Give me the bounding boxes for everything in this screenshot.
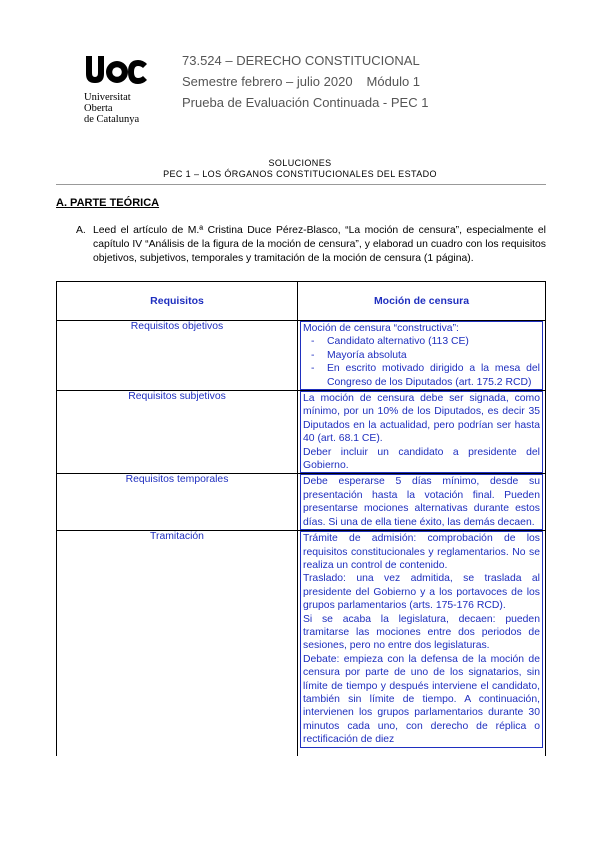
table-row <box>57 474 546 531</box>
table-row <box>57 391 546 474</box>
semester: Semestre febrero – julio 2020 <box>182 74 353 89</box>
row-content: Trámite de admisión: comprobación de los requisitos constitucionales y reglamentarios. No se realiza un control de contenido. Traslado: una vez admitida, se traslada al presidente del Gobierno y a los portavoces de los grupos parlamentarios (arts. 175-176 RCD). Si se acaba la legislatura, decaen: pueden tramitarse las mociones entre dos periodos de sesiones, pero no entre dos legislaturas. Debate: empieza con la defensa de la moción de censura por parte de uno de los signatarios, sin límite de tiempo y después interviene el candidato, también sin límite de tiempo. A continuación, intervienen los grupos parlamentarios durante 30 minutos cada uno, con derecho de réplica o rectificación de diez <box>300 531 543 748</box>
semester-line <box>182 71 428 92</box>
list-item: - En escrito motivado dirigido a la mesa del Congreso de los Diputados (art. 175.2 RCD) <box>303 362 540 389</box>
solutions-heading <box>56 158 544 180</box>
divider <box>56 184 546 185</box>
objective-list <box>303 335 540 389</box>
row-label: Requisitos objetivos <box>57 321 298 391</box>
course-header <box>182 50 428 113</box>
row-content: Debe esperarse 5 días mínimo, desde su presentación hasta la votación final. Pueden presentarse mociones alternativas durante estos días. Si una de ella tiene éxito, las demás decaen. <box>300 474 543 530</box>
table-row <box>57 531 546 757</box>
uoc-logo <box>84 50 150 125</box>
header-mocion: Moción de censura <box>298 282 546 321</box>
row-label: Tramitación <box>57 531 298 757</box>
assessment-title: Prueba de Evaluación Continuada - PEC 1 <box>182 95 429 110</box>
solutions-label: SOLUCIONES <box>268 158 332 168</box>
table-row <box>57 321 546 391</box>
solutions-subtitle: PEC 1 – LOS ÓRGANOS CONSTITUCIONALES DEL ESTADO <box>163 169 437 179</box>
module: Módulo 1 <box>366 74 421 89</box>
row-content: La moción de censura debe ser signada, como mínimo, por un 10% de los Diputados, es decir 35 Diputados en la actualidad, pero podrían ser hasta 40 (art. 68.1 CE). Deber incluir un candidato a presidente del Gobierno. <box>300 391 543 473</box>
table-header-row <box>57 282 546 321</box>
requirements-table <box>56 281 546 756</box>
header-requisitos: Requisitos <box>57 282 298 321</box>
list-item: - Mayoría absoluta <box>303 349 540 362</box>
course-title: 73.524 – DERECHO CONSTITUCIONAL <box>182 53 420 68</box>
question-marker: A. <box>76 225 86 236</box>
uoc-logo-mark <box>84 50 148 90</box>
section-title: A. PARTE TEÓRICA <box>56 197 160 209</box>
question <box>76 224 546 266</box>
row-label: Requisitos temporales <box>57 474 298 531</box>
question-text: Leed el artículo de M.ª Cristina Duce Pérez-Blasco, “La moción de censura”, especialmente el capítulo IV “Análisis de la figura de la moción de censura”, y elaborad un cuadro con los requisitos objetivos, subjetivos, temporales y tramitación de la moción de censura (1 página). <box>93 225 546 264</box>
university-name: Universitat Oberta de Catalunya <box>84 92 140 125</box>
list-item: - Candidato alternativo (113 CE) <box>303 335 540 348</box>
row-label: Requisitos subjetivos <box>57 391 298 474</box>
row-content: Moción de censura “constructiva”: - Candidato alternativo (113 CE) - Mayoría absoluta - En escrito motivado dirigido a la mesa del Congreso de los Diputados (art. 175.2 RCD) <box>300 321 543 390</box>
